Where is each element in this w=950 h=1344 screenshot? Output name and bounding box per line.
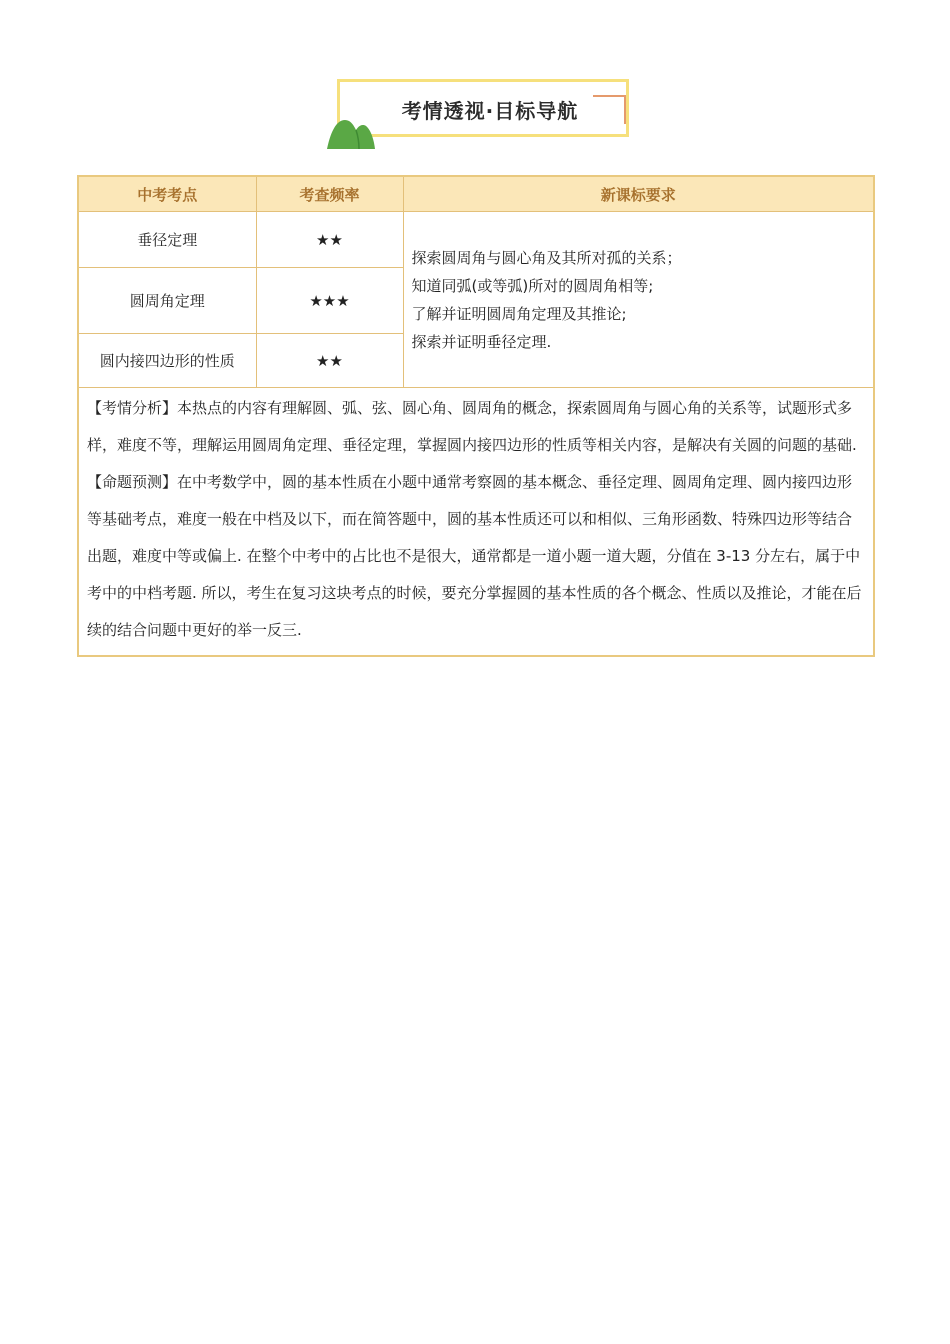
header-requirements: 新课标要求 — [403, 176, 874, 212]
section-banner — [325, 76, 637, 148]
table-row — [78, 212, 874, 268]
header-frequency: 考查频率 — [256, 176, 403, 212]
frequency-cell: ★★★ — [256, 268, 403, 334]
frequency-cell: ★★ — [256, 212, 403, 268]
requirement-line: 探索圆周角与圆心角及其所对孤的关系； — [411, 248, 682, 267]
header-topic: 中考考点 — [78, 176, 256, 212]
analysis-row — [78, 388, 874, 657]
table-header-row — [78, 176, 874, 212]
topic-cell: 圆周角定理 — [78, 268, 256, 334]
exam-analysis-paragraph: 【考情分析】本热点的内容有理解圆、弧、弦、圆心角、圆周角的概念，探索圆周角与圆心角的关系等，试题形式多样，难度不等，理解运用圆周角定理、垂径定理，掌握圆内接四边形的性质等相关内容，是解决有关圆的问题的基础. — [87, 399, 857, 454]
topic-cell: 圆内接四边形的性质 — [78, 334, 256, 388]
prediction-paragraph: 【命题预测】在中考数学中，圆的基本性质在小题中通常考察圆的基本概念、垂径定理、圆周角定理、圆内接四边形等基础考点，难度一般在中档及以下，而在简答题中，圆的基本性质还可以和相似、三角形函数、特殊四边形等结合出题，难度中等或偏上. 在整个中考中的占比也不是很大，通常都是一道小题一道大题，分值在 3-13 分左右，属于中考中的中档考题. 所以，考生在复习这块考点的时候，要充分掌握圆的基本性质的各个概念、性质以及推论，才能在后续的结合问题中更好的举一反三. — [87, 473, 862, 639]
requirements-cell — [403, 212, 874, 388]
banner-title: 考情透视·目标导航 — [401, 99, 579, 123]
banner-frame — [337, 79, 629, 137]
requirement-line: 探索并证明垂径定理. — [411, 332, 552, 351]
exam-points-table — [77, 175, 875, 657]
mountain-icon — [325, 116, 377, 150]
analysis-cell — [78, 388, 874, 657]
topic-cell: 垂径定理 — [78, 212, 256, 268]
requirement-line: 知道同弧(或等弧)所对的圆周角相等; — [411, 276, 654, 295]
requirement-line: 了解并证明圆周角定理及其推论; — [411, 304, 627, 323]
frequency-cell: ★★ — [256, 334, 403, 388]
corner-line-icon — [593, 86, 633, 126]
